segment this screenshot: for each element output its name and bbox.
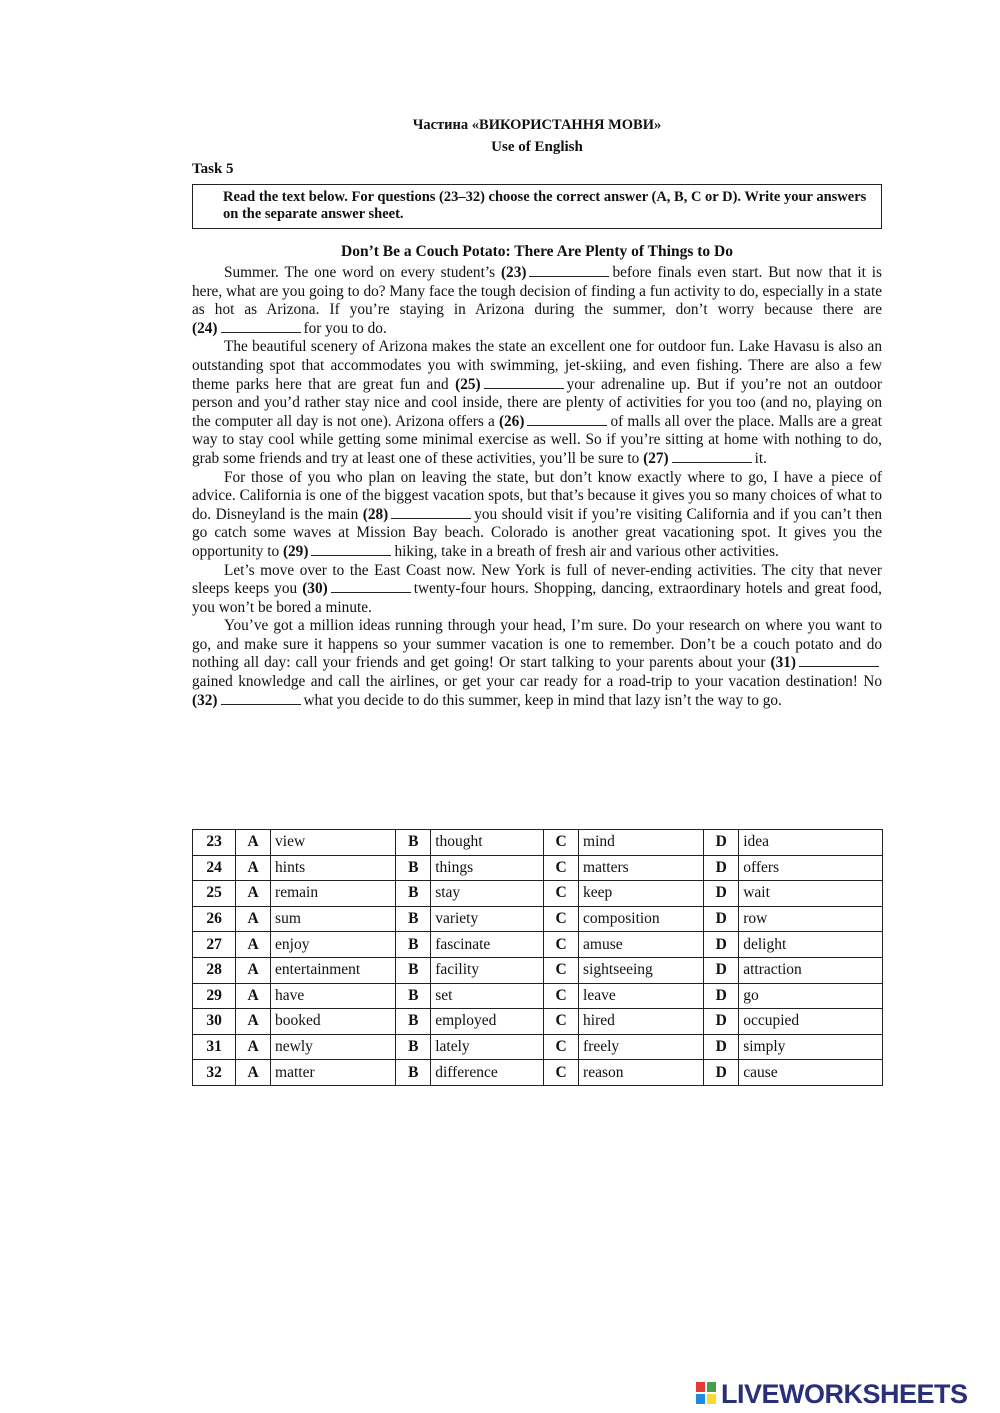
question-number: 24: [193, 855, 236, 881]
reading-text: [192, 264, 882, 710]
gap-number: (23): [500, 264, 527, 281]
answer-blank[interactable]: [331, 580, 411, 593]
table-row: [193, 932, 883, 958]
option-letter: D: [704, 1034, 739, 1060]
option-word: set: [431, 983, 544, 1009]
option-letter: B: [396, 906, 431, 932]
option-letter: C: [544, 881, 579, 907]
answer-options-table: [192, 829, 883, 1086]
option-word: entertainment: [271, 957, 396, 983]
paragraph: [192, 264, 882, 338]
answer-blank[interactable]: [221, 320, 301, 333]
option-letter: B: [396, 855, 431, 881]
option-word: simply: [739, 1034, 883, 1060]
paragraph-text: Let’s move over to the East Coast now. New York is full of never-ending activities. The city that never sleeps keeps you: [192, 561, 882, 598]
option-word: attraction: [739, 957, 883, 983]
option-letter: A: [236, 1009, 271, 1035]
answer-blank[interactable]: [529, 264, 609, 277]
option-word: keep: [579, 881, 704, 907]
paragraph: [192, 338, 882, 468]
option-word: things: [431, 855, 544, 881]
table-row: [193, 855, 883, 881]
option-letter: A: [236, 830, 271, 856]
option-letter: C: [544, 1060, 579, 1086]
question-number: 25: [193, 881, 236, 907]
paragraph-text: You’ve got a million ideas running through your head, I’m sure. Do your research on where you want to go, and make sure it happens so your summer vacation is one to remember. Don’t be a couch potato and do nothing all day: call your friends and get going! Or start talking to your parents about your: [192, 617, 882, 672]
option-letter: A: [236, 932, 271, 958]
question-number: 32: [193, 1060, 236, 1086]
table-row: [193, 1060, 883, 1086]
part-subtitle: Use of English: [491, 139, 583, 155]
paragraph-text: of malls all over the place. Malls are a great way to stay cool while getting some minimal exercise as well. So if you’re sitting at home with nothing to do, grab some friends and try at least one of these activities, you’ll be sure to: [192, 412, 883, 467]
option-letter: D: [704, 983, 739, 1009]
option-letter: C: [544, 855, 579, 881]
option-letter: A: [236, 855, 271, 881]
option-word: newly: [271, 1034, 396, 1060]
option-word: amuse: [579, 932, 704, 958]
option-word: delight: [739, 932, 883, 958]
paragraph-text: For those of you who plan on leaving the state, but don’t know exactly where to go, I have a piece of advice. California is one of the biggest vacation spots, but that’s because it gives you so many choices of what to do. Disneyland is the main: [192, 468, 882, 523]
option-letter: A: [236, 881, 271, 907]
option-word: thought: [431, 830, 544, 856]
option-word: matters: [579, 855, 704, 881]
option-word: remain: [271, 881, 396, 907]
paragraph-text: hiking, take in a breath of fresh air and various other activities.: [394, 542, 779, 560]
option-letter: C: [544, 957, 579, 983]
option-letter: B: [396, 957, 431, 983]
gap-number: (28): [362, 505, 389, 523]
option-word: row: [739, 906, 883, 932]
option-word: facility: [431, 957, 544, 983]
gap-number: (32): [192, 691, 218, 709]
instructions-text: Read the text below. For questions (23–32) choose the correct answer (A, B, C or D). Write your answers on the separate answer sheet.: [223, 189, 867, 222]
option-letter: A: [236, 957, 271, 983]
option-letter: C: [544, 830, 579, 856]
option-word: idea: [739, 830, 883, 856]
table-row: [193, 830, 883, 856]
answer-blank[interactable]: [221, 692, 301, 705]
question-number: 27: [193, 932, 236, 958]
paragraph-text: before finals even start. But now that it is here, what are you going to do? Many face the tough decision of finding a fun activity to do, especially in a state as hot as Arizona. If you’re staying in Arizona during the summer, don’t worry because there are: [192, 264, 882, 319]
option-letter: B: [396, 830, 431, 856]
paragraph-text: The beautiful scenery of Arizona makes the state an excellent one for outdoor fun. Lake Havasu is also an outstanding spot that accommodates you with swimming, jet-skiing, and even fishing. There are also a few theme parks here that are great fun and: [192, 338, 882, 393]
option-word: hints: [271, 855, 396, 881]
option-word: composition: [579, 906, 704, 932]
option-letter: D: [704, 957, 739, 983]
paragraph-text: what you decide to do this summer, keep in mind that lazy isn’t the way to go.: [303, 691, 782, 709]
answer-blank[interactable]: [799, 654, 879, 667]
table-row: [193, 881, 883, 907]
option-word: matter: [271, 1060, 396, 1086]
answer-blank[interactable]: [672, 450, 752, 463]
instructions-box: [192, 184, 882, 229]
option-word: booked: [271, 1009, 396, 1035]
option-word: reason: [579, 1060, 704, 1086]
option-letter: C: [544, 906, 579, 932]
paragraph-text: your adrenaline up. But if you’re not an outdoor person and you’d rather stay nice and cool inside, there are plenty of activities for you too (and no, playing on the computer all day is not one). Arizona offers a: [192, 375, 882, 430]
question-number: 29: [193, 983, 236, 1009]
option-letter: A: [236, 983, 271, 1009]
gap-number: (29): [282, 542, 309, 560]
answer-blank[interactable]: [484, 376, 564, 389]
table-row: [193, 1034, 883, 1060]
logo-mark-icon: [696, 1382, 718, 1406]
option-word: leave: [579, 983, 704, 1009]
option-letter: D: [704, 830, 739, 856]
option-word: fascinate: [431, 932, 544, 958]
option-letter: B: [396, 983, 431, 1009]
option-letter: B: [396, 1009, 431, 1035]
paragraph: [192, 617, 882, 710]
option-letter: C: [544, 983, 579, 1009]
paragraph-text: Summer. The one word on every student’s: [224, 264, 501, 281]
option-word: mind: [579, 830, 704, 856]
gap-number: (24): [192, 319, 218, 337]
option-word: freely: [579, 1034, 704, 1060]
answer-blank[interactable]: [527, 413, 607, 426]
question-number: 30: [193, 1009, 236, 1035]
option-letter: D: [704, 1060, 739, 1086]
table-row: [193, 983, 883, 1009]
option-letter: B: [396, 881, 431, 907]
option-word: difference: [431, 1060, 544, 1086]
option-letter: A: [236, 1034, 271, 1060]
paragraph-text: you should visit if you’re visiting California and if you can’t then go catch some waves at Mission Bay beach. Colorado is another great vacationing spot. It gives you the opportunity to: [192, 505, 882, 560]
option-word: wait: [739, 881, 883, 907]
gap-number: (25): [455, 375, 481, 393]
reading-title: Don’t Be a Couch Potato: There Are Plenty of Things to Do: [341, 243, 733, 260]
option-word: sum: [271, 906, 396, 932]
logo-text: LIVEWORKSHEETS: [721, 1378, 968, 1409]
part-title: Частина «ВИКОРИСТАННЯ МОВИ»: [412, 117, 662, 133]
question-number: 26: [193, 906, 236, 932]
table-row: [193, 957, 883, 983]
option-letter: A: [236, 1060, 271, 1086]
paragraph-text: it.: [754, 449, 767, 467]
gap-number: (31): [770, 654, 796, 672]
question-number: 28: [193, 957, 236, 983]
option-word: cause: [739, 1060, 883, 1086]
option-word: have: [271, 983, 396, 1009]
option-word: sightseeing: [579, 957, 704, 983]
option-letter: C: [544, 932, 579, 958]
gap-number: (26): [498, 412, 525, 430]
gap-number: (30): [302, 580, 328, 598]
option-letter: B: [396, 932, 431, 958]
paragraph: [192, 469, 882, 562]
option-letter: D: [704, 932, 739, 958]
option-letter: C: [544, 1009, 579, 1035]
option-word: stay: [431, 881, 544, 907]
table-row: [193, 906, 883, 932]
option-letter: D: [704, 855, 739, 881]
gap-number: (27): [643, 449, 669, 467]
option-letter: B: [396, 1034, 431, 1060]
paragraph-text: twenty-four hours. Shopping, dancing, extraordinary hotels and great food, you won’t be bored a minute.: [192, 580, 882, 616]
answer-blank[interactable]: [311, 543, 391, 556]
paragraph: [192, 562, 882, 618]
option-letter: C: [544, 1034, 579, 1060]
option-word: occupied: [739, 1009, 883, 1035]
paragraph-text: gained knowledge and call the airlines, or get your car ready for a road-trip to your vacation destination! No: [192, 673, 882, 691]
option-word: hired: [579, 1009, 704, 1035]
task-label: Task 5: [192, 161, 234, 177]
option-word: offers: [739, 855, 883, 881]
option-letter: B: [396, 1060, 431, 1086]
option-word: go: [739, 983, 883, 1009]
option-word: lately: [431, 1034, 544, 1060]
paragraph-text: for you to do.: [303, 319, 387, 337]
answer-blank[interactable]: [391, 506, 471, 519]
option-letter: A: [236, 906, 271, 932]
question-number: 31: [193, 1034, 236, 1060]
liveworksheets-logo: [696, 1377, 968, 1411]
option-letter: D: [704, 881, 739, 907]
option-word: variety: [431, 906, 544, 932]
table-row: [193, 1009, 883, 1035]
option-letter: D: [704, 906, 739, 932]
option-word: view: [271, 830, 396, 856]
option-word: enjoy: [271, 932, 396, 958]
option-letter: D: [704, 1009, 739, 1035]
option-word: employed: [431, 1009, 544, 1035]
question-number: 23: [193, 830, 236, 856]
worksheet-page: [192, 116, 882, 710]
